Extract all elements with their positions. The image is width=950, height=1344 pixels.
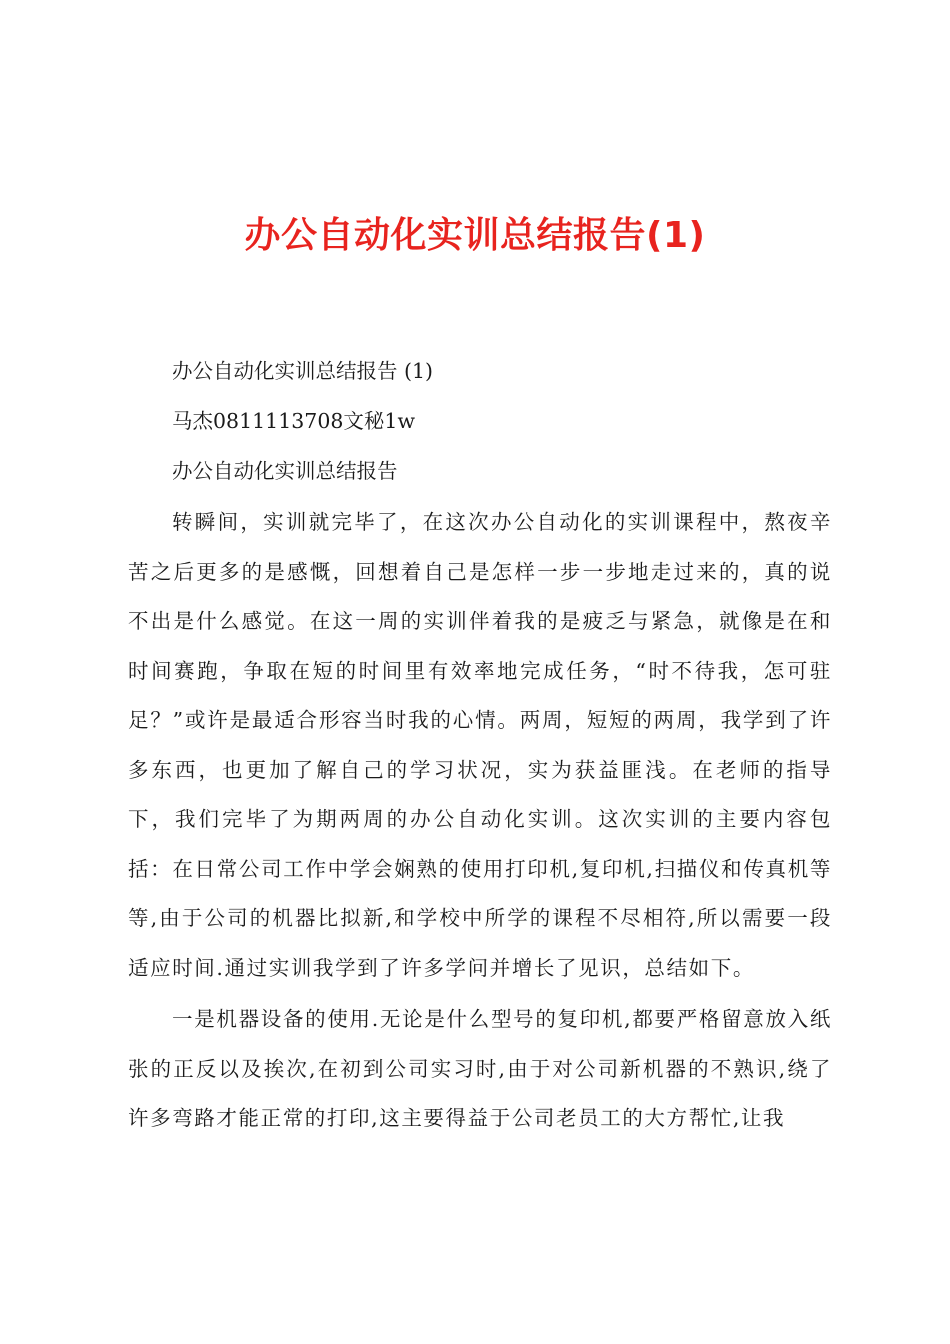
meta-author-line: 马杰0811113708文秘1w bbox=[172, 409, 416, 433]
meta-report-subtitle: 办公自动化实训总结报告 bbox=[172, 459, 398, 483]
paragraph-intro: 转瞬间，实训就完毕了，在这次办公自动化的实训课程中，熬夜辛苦之后更多的是感慨，回想着自己是怎样一步一步地走过来的，真的说不出是什么感觉。在这一周的实训伴着我的是疲乏与紧急，就像是在和时间赛跑，争取在短的时间里有效率地完成任务，“时不待我，怎可驻足？”或许是最适合形容当时我的心情。两周，短短的两周，我学到了许多东西，也更加了解自己的学习状况，实为获益匪浅。在老师的指导下，我们完毕了为期两周的办公自动化实训。这次实训的主要内容包括：在日常公司工作中学会娴熟的使用打印机,复印机,扫描仪和传真机等等,由于公司的机器比拟新,和学校中所学的课程不尽相符,所以需要一段适应时间.通过实训我学到了许多学问并增长了见识，总结如下。 bbox=[128, 510, 832, 980]
document-body bbox=[128, 346, 832, 1144]
meta-report-title: 办公自动化实训总结报告 (1) bbox=[172, 359, 434, 383]
document-title: 办公自动化实训总结报告(1) bbox=[244, 215, 706, 256]
paragraph-equipment-usage: 一是机器设备的使用.无论是什么型号的复印机,都要严格留意放入纸张的正反以及挨次,在初到公司实习时,由于对公司新机器的不熟识,绕了许多弯路才能正常的打印,这主要得益于公司老员工的大方帮忙,让我 bbox=[128, 1007, 832, 1130]
